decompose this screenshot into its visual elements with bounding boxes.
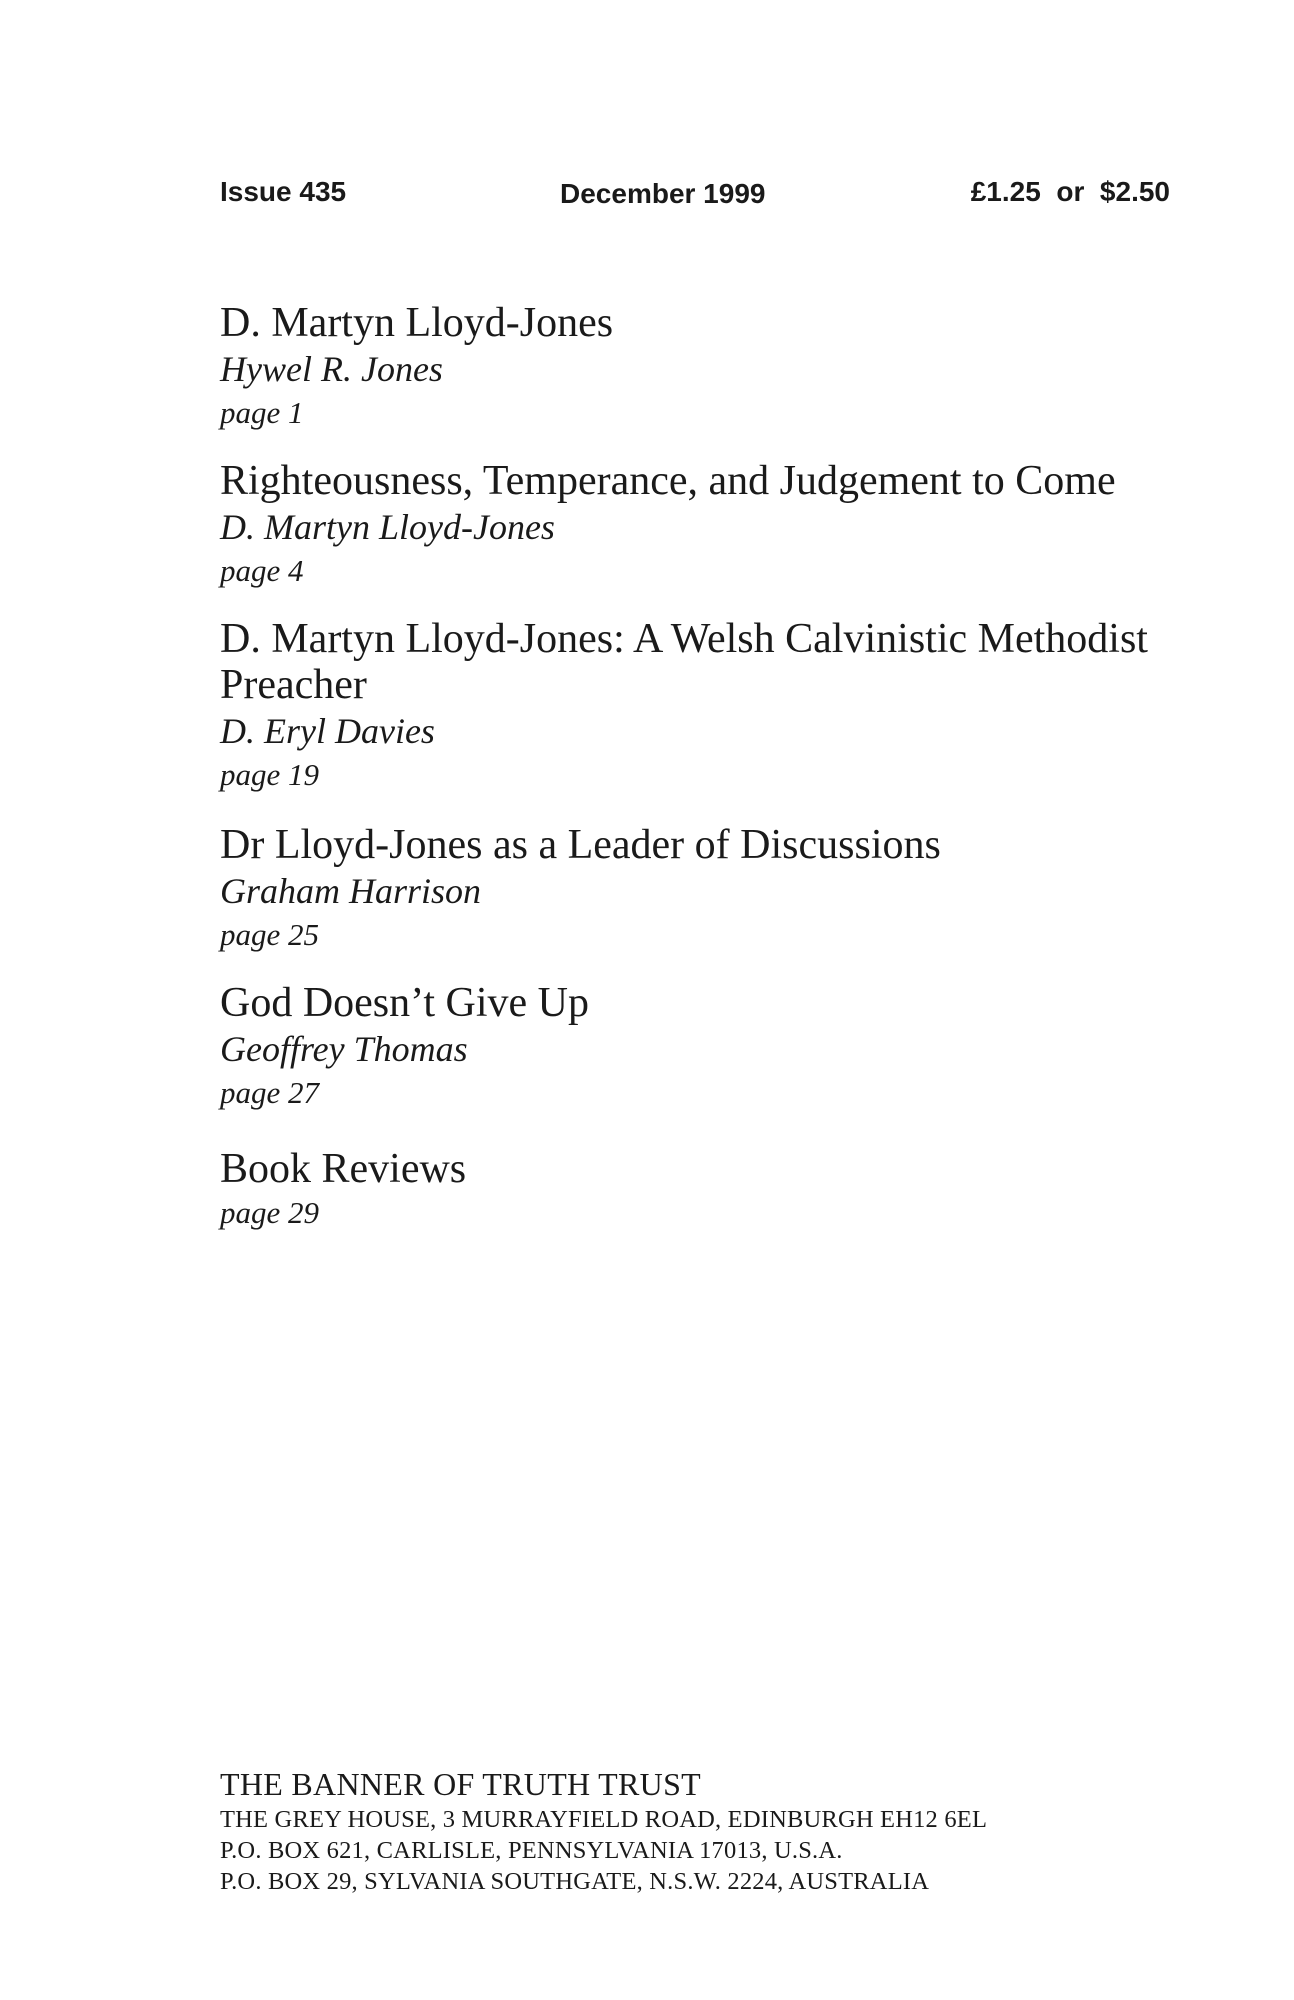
article-title: God Doesn’t Give Up [220,980,590,1026]
article-author: Hywel R. Jones [220,349,443,389]
toc-entry [220,616,1230,796]
article-title: D. Martyn Lloyd-Jones [220,300,614,346]
article-author: D. Eryl Davies [220,711,435,751]
article-title: Righteousness, Temperance, and Judgement to Come [220,458,1116,504]
toc-entry [220,1146,1230,1234]
article-page: page 4 [220,553,304,588]
publisher-address: P.O. BOX 29, SYLVANIA SOUTHGATE, N.S.W. 2224, AUSTRALIA [220,1868,930,1895]
publisher-address: P.O. BOX 621, CARLISLE, PENNSYLVANIA 17013, U.S.A. [220,1837,843,1864]
article-author: Geoffrey Thomas [220,1029,468,1069]
toc-entry [220,980,1230,1114]
publisher-address: THE GREY HOUSE, 3 MURRAYFIELD ROAD, EDINBURGH EH12 6EL [220,1806,988,1833]
article-page: page 27 [220,1075,320,1110]
article-page: page 19 [220,757,320,792]
issue-header [220,176,1170,216]
article-author: D. Martyn Lloyd-Jones [220,507,555,547]
article-title: Dr Lloyd-Jones as a Leader of Discussions [220,822,941,868]
article-author: Graham Harrison [220,871,482,911]
publisher-name: THE BANNER OF TRUTH TRUST [220,1766,702,1802]
article-page: page 25 [220,917,320,952]
article-page: page 29 [220,1195,320,1230]
article-page: page 1 [220,395,304,430]
toc-entry [220,822,1230,956]
issue-number: Issue 435 [220,176,347,207]
issue-price: £1.25 or $2.50 [970,176,1170,207]
article-title: D. Martyn Lloyd-Jones: A Welsh Calvinistic Methodist Preacher [220,616,1148,708]
issue-date: December 1999 [560,178,766,209]
publisher-footer [220,1764,1230,1897]
article-title: Book Reviews [220,1146,467,1192]
toc-entry [220,300,1230,434]
toc-entry [220,458,1230,592]
